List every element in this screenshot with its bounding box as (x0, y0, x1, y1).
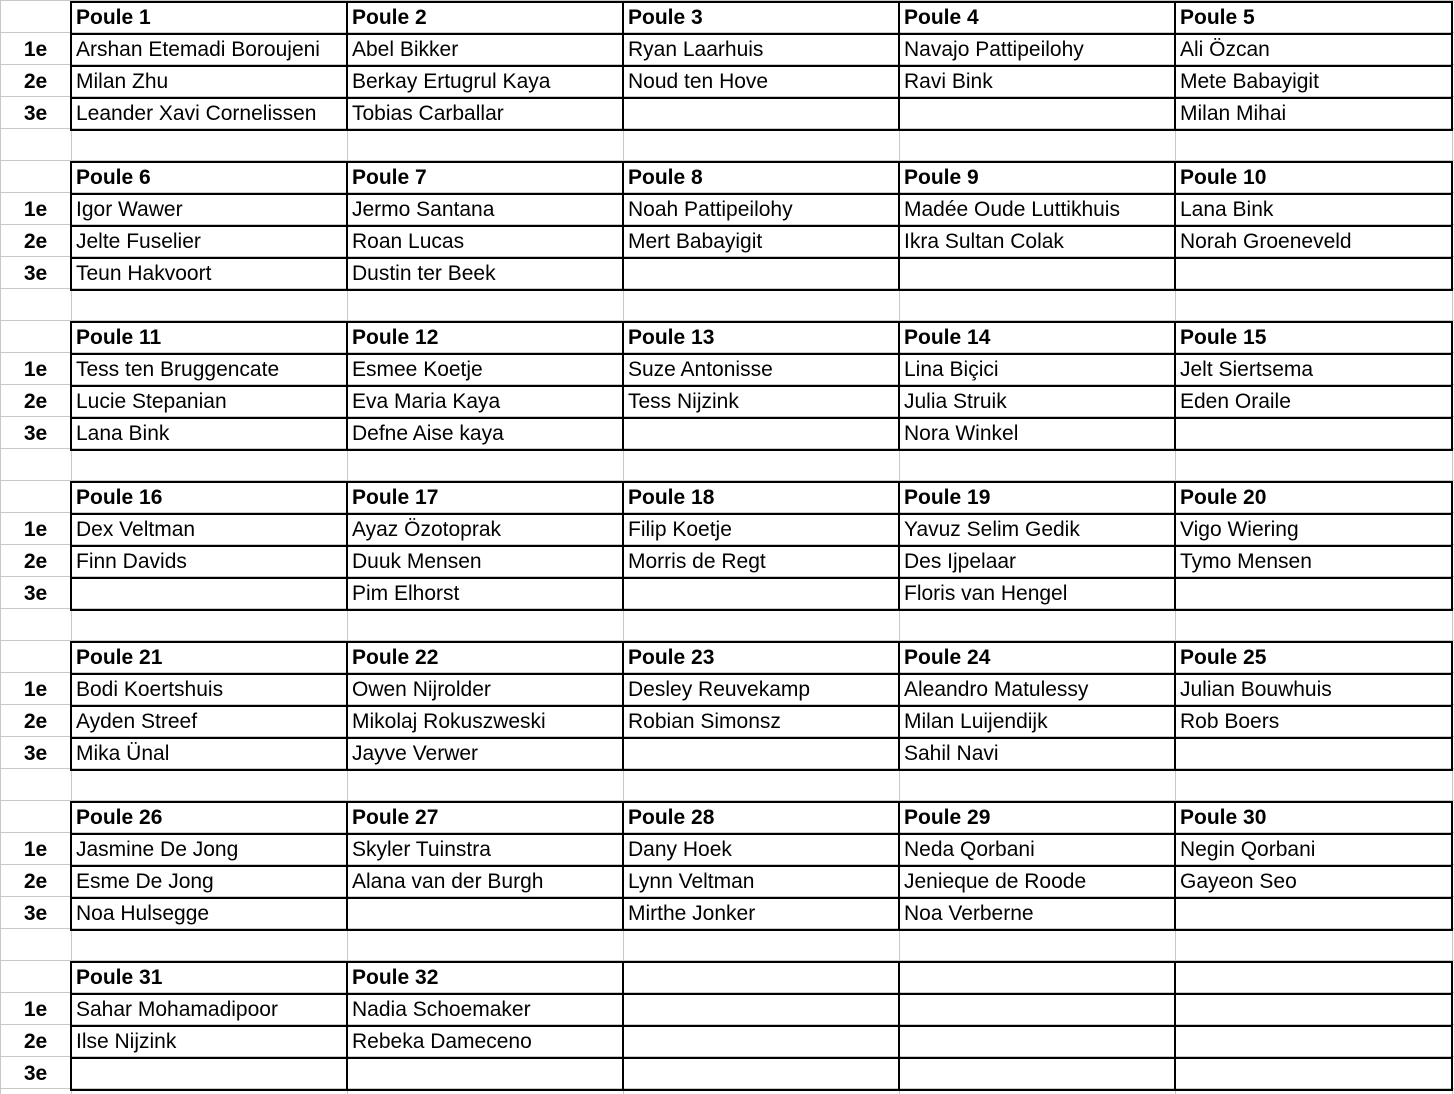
player-name-cell[interactable]: Mikolaj Rokuszweski (352, 710, 546, 733)
player-name-cell[interactable]: Ayden Streef (76, 710, 198, 733)
table-border-line (71, 1, 1453, 3)
player-name-cell[interactable]: Finn Davids (76, 550, 187, 573)
player-name-cell[interactable]: Lana Bink (76, 422, 170, 445)
player-name-cell[interactable]: Negin Qorbani (1180, 838, 1316, 861)
player-name-cell[interactable]: Roan Lucas (352, 230, 465, 253)
player-name-cell[interactable] (899, 1058, 1175, 1090)
player-name-cell[interactable] (1175, 898, 1452, 930)
poule-title-cell[interactable] (623, 962, 899, 994)
poule-title-cell[interactable]: Poule 27 (352, 806, 439, 829)
table-border-column (346, 961, 348, 1091)
table-border-column (70, 801, 72, 931)
poule-title-cell[interactable]: Poule 21 (76, 646, 163, 669)
player-name-cell[interactable]: Dustin ter Beek (352, 262, 496, 285)
table-border-line (71, 225, 1453, 227)
player-name-cell[interactable] (899, 98, 1175, 130)
poule-title-cell[interactable]: Poule 8 (628, 166, 703, 189)
table-border-column (70, 641, 72, 771)
player-name-cell[interactable] (623, 1058, 899, 1090)
rank-label-cell[interactable]: 1e (23, 198, 48, 221)
poule-header-row (0, 642, 1454, 674)
rank-label-cell[interactable]: 2e (23, 550, 48, 573)
player-name-cell[interactable]: Igor Wawer (76, 198, 183, 221)
player-name-cell[interactable]: Mika Ünal (76, 742, 170, 765)
player-name-cell[interactable] (1175, 1058, 1452, 1090)
player-name-cell[interactable]: Gayeon Seo (1180, 870, 1297, 893)
poule-title-cell[interactable]: Poule 26 (76, 806, 163, 829)
player-name-cell[interactable]: Jasmine De Jong (76, 838, 239, 861)
table-border-column (70, 321, 72, 451)
table-border-column (1174, 641, 1176, 771)
poule-header-row (0, 2, 1454, 34)
player-name-cell[interactable] (623, 1026, 899, 1058)
player-name-cell[interactable]: Ayaz Özotoprak (352, 518, 502, 541)
table-border-column (898, 801, 900, 931)
table-border-column (1174, 961, 1176, 1091)
table-border-line (71, 257, 1453, 259)
table-border-line (71, 449, 1453, 451)
player-name-cell[interactable]: Suze Antonisse (628, 358, 773, 381)
player-name-cell[interactable]: Mete Babayigit (1180, 70, 1319, 93)
table-border-column (898, 961, 900, 1091)
player-name-cell[interactable] (1175, 258, 1452, 290)
rank-row (0, 1026, 1454, 1058)
table-border-line (71, 385, 1453, 387)
player-name-cell[interactable] (1175, 1026, 1452, 1058)
table-border-column (346, 161, 348, 291)
player-name-cell[interactable]: Ryan Laarhuis (628, 38, 764, 61)
corner-cell[interactable] (0, 482, 71, 514)
rank-label-cell[interactable]: 3e (23, 102, 48, 125)
table-border-column (1174, 321, 1176, 451)
table-border-line (71, 961, 1453, 963)
rank-label-cell[interactable]: 1e (23, 998, 48, 1021)
table-border-line (71, 929, 1453, 931)
player-name-cell[interactable]: Sahil Navi (904, 742, 999, 765)
player-name-cell[interactable]: Rob Boers (1180, 710, 1280, 733)
player-name-cell[interactable]: Tess Nijzink (628, 390, 739, 413)
table-border-column (346, 641, 348, 771)
player-name-cell[interactable]: Noa Hulsegge (76, 902, 210, 925)
player-name-cell[interactable]: Milan Mihai (1180, 102, 1287, 125)
player-name-cell[interactable]: Lana Bink (1180, 198, 1274, 221)
rank-row (0, 994, 1454, 1026)
player-name-cell[interactable]: Jelte Fuselier (76, 230, 201, 253)
poule-title-cell[interactable]: Poule 24 (904, 646, 991, 669)
player-name-cell[interactable]: Tobias Carballar (352, 102, 504, 125)
poule-header-row (0, 802, 1454, 834)
player-name-cell[interactable]: Duuk Mensen (352, 550, 482, 573)
table-border-line (71, 513, 1453, 515)
rank-label-cell[interactable]: 2e (23, 710, 48, 733)
player-name-cell[interactable]: Mirthe Jonker (628, 902, 756, 925)
player-name-cell[interactable]: Lina Biçici (904, 358, 999, 381)
table-border-column (1451, 801, 1453, 931)
table-border-line (71, 769, 1453, 771)
rank-row (0, 674, 1454, 706)
table-border-column (898, 481, 900, 611)
rank-row (0, 866, 1454, 898)
player-name-cell[interactable] (899, 994, 1175, 1026)
player-name-cell[interactable]: Floris van Hengel (904, 582, 1068, 605)
player-name-cell[interactable] (1175, 418, 1452, 450)
poule-title-cell[interactable]: Poule 30 (1180, 806, 1267, 829)
table-border-line (71, 545, 1453, 547)
poule-header-row (0, 162, 1454, 194)
player-name-cell[interactable] (899, 258, 1175, 290)
table-border-line (71, 353, 1453, 355)
table-border-column (898, 1, 900, 131)
player-name-cell[interactable]: Ikra Sultan Colak (904, 230, 1064, 253)
player-name-cell[interactable]: Dany Hoek (628, 838, 732, 861)
player-name-cell[interactable] (623, 738, 899, 770)
table-border-line (71, 1057, 1453, 1059)
table-border-column (622, 321, 624, 451)
table-border-line (71, 865, 1453, 867)
table-border-line (71, 993, 1453, 995)
player-name-cell[interactable] (899, 1026, 1175, 1058)
poule-title-cell[interactable]: Poule 20 (1180, 486, 1267, 509)
player-name-cell[interactable]: Filip Koetje (628, 518, 732, 541)
player-name-cell[interactable]: Eden Oraile (1180, 390, 1291, 413)
player-name-cell[interactable]: Morris de Regt (628, 550, 766, 573)
poule-title-cell[interactable]: Poule 5 (1180, 6, 1255, 29)
poule-title-cell[interactable]: Poule 7 (352, 166, 427, 189)
player-name-cell[interactable]: Noud ten Hove (628, 70, 769, 93)
player-name-cell[interactable]: Milan Luijendijk (904, 710, 1048, 733)
poule-header-row (0, 482, 1454, 514)
player-name-cell[interactable]: Jermo Santana (352, 198, 495, 221)
rank-row (0, 98, 1454, 130)
table-border-column (622, 481, 624, 611)
player-name-cell[interactable]: Desley Reuvekamp (628, 678, 811, 701)
table-border-line (71, 897, 1453, 899)
player-name-cell[interactable]: Tymo Mensen (1180, 550, 1312, 573)
corner-cell[interactable] (0, 162, 71, 194)
rank-row (0, 354, 1454, 386)
table-border-column (622, 801, 624, 931)
rank-row (0, 418, 1454, 450)
player-name-cell[interactable]: Yavuz Selim Gedik (904, 518, 1080, 541)
table-border-line (71, 289, 1453, 291)
table-border-column (1174, 801, 1176, 931)
poule-title-cell[interactable]: Poule 18 (628, 486, 715, 509)
player-name-cell[interactable] (623, 258, 899, 290)
poule-title-cell[interactable]: Poule 11 (76, 326, 162, 349)
player-name-cell[interactable]: Ravi Bink (904, 70, 993, 93)
player-name-cell[interactable]: Tess ten Bruggencate (76, 358, 280, 381)
player-name-cell[interactable]: Noa Verberne (904, 902, 1034, 925)
player-name-cell[interactable]: Des Ijpelaar (904, 550, 1017, 573)
player-name-cell[interactable]: Sahar Mohamadipoor (76, 998, 278, 1021)
table-border-column (1451, 1, 1453, 131)
poule-title-cell[interactable]: Poule 28 (628, 806, 715, 829)
rank-row (0, 226, 1454, 258)
rank-row (0, 386, 1454, 418)
player-name-cell[interactable]: Jayve Verwer (352, 742, 479, 765)
poule-title-cell[interactable]: Poule 12 (352, 326, 439, 349)
rank-label-cell[interactable]: 2e (23, 870, 48, 893)
table-border-column (1451, 641, 1453, 771)
corner-cell[interactable] (0, 802, 71, 834)
table-border-column (1174, 161, 1176, 291)
table-border-column (622, 161, 624, 291)
rank-label-cell[interactable]: 3e (23, 902, 48, 925)
player-name-cell[interactable]: Esme De Jong (76, 870, 214, 893)
poule-header-row (0, 322, 1454, 354)
poule-title-cell[interactable]: Poule 15 (1180, 326, 1267, 349)
player-name-cell[interactable]: Lynn Veltman (628, 870, 755, 893)
rank-label-cell[interactable]: 2e (23, 70, 48, 93)
poule-title-cell[interactable]: Poule 25 (1180, 646, 1267, 669)
table-border-line (71, 673, 1453, 675)
table-border-line (71, 641, 1453, 643)
rank-label-cell[interactable]: 1e (23, 678, 48, 701)
table-border-column (622, 961, 624, 1091)
rank-row (0, 514, 1454, 546)
player-name-cell[interactable]: Julia Struik (904, 390, 1007, 413)
table-border-line (71, 737, 1453, 739)
poule-title-cell[interactable]: Poule 2 (352, 6, 427, 29)
player-name-cell[interactable]: Lucie Stepanian (76, 390, 227, 413)
poule-title-cell[interactable]: Poule 22 (352, 646, 439, 669)
player-name-cell[interactable]: Mert Babayigit (628, 230, 763, 253)
poule-title-cell[interactable] (1175, 962, 1452, 994)
rank-label-cell[interactable]: 1e (23, 358, 48, 381)
table-border-line (71, 705, 1453, 707)
rank-row (0, 194, 1454, 226)
player-name-cell[interactable]: Abel Bikker (352, 38, 459, 61)
poule-title-cell[interactable]: Poule 31 (76, 966, 163, 989)
player-name-cell[interactable]: Jenieque de Roode (904, 870, 1087, 893)
rank-label-cell[interactable]: 2e (23, 230, 48, 253)
player-name-cell[interactable] (623, 994, 899, 1026)
player-name-cell[interactable]: Julian Bouwhuis (1180, 678, 1332, 701)
table-border-column (346, 321, 348, 451)
table-border-line (71, 321, 1453, 323)
player-name-cell[interactable]: Teun Hakvoort (76, 262, 212, 285)
player-name-cell[interactable]: Milan Zhu (76, 70, 169, 93)
rank-label-cell[interactable]: 1e (23, 838, 48, 861)
table-border-column (622, 1, 624, 131)
player-name-cell[interactable]: Pim Elhorst (352, 582, 460, 605)
rank-row (0, 258, 1454, 290)
rank-label-cell[interactable]: 3e (23, 582, 48, 605)
rank-row (0, 1058, 1454, 1090)
rank-label-cell[interactable]: 1e (23, 518, 48, 541)
player-name-cell[interactable]: Alana van der Burgh (352, 870, 544, 893)
player-name-cell[interactable]: Eva Maria Kaya (352, 390, 501, 413)
table-border-column (1451, 321, 1453, 451)
table-border-column (346, 481, 348, 611)
poule-title-cell[interactable]: Poule 1 (76, 6, 151, 29)
table-border-line (71, 1089, 1453, 1091)
poule-title-cell[interactable]: Poule 23 (628, 646, 715, 669)
player-name-cell[interactable]: Bodi Koertshuis (76, 678, 224, 701)
table-border-line (71, 833, 1453, 835)
player-name-cell[interactable]: Ali Özcan (1180, 38, 1270, 61)
table-border-column (898, 321, 900, 451)
rank-row (0, 66, 1454, 98)
player-name-cell[interactable]: Jelt Siertsema (1180, 358, 1314, 381)
table-border-column (70, 961, 72, 1091)
poule-title-cell[interactable]: Poule 29 (904, 806, 991, 829)
player-name-cell[interactable]: Berkay Ertugrul Kaya (352, 70, 551, 93)
player-name-cell[interactable]: Leander Xavi Cornelissen (76, 102, 317, 125)
rank-label-cell[interactable]: 3e (23, 422, 48, 445)
player-name-cell[interactable] (1175, 738, 1452, 770)
player-name-cell[interactable] (71, 578, 347, 610)
poule-title-cell[interactable]: Poule 4 (904, 6, 979, 29)
table-border-column (1451, 481, 1453, 611)
rank-label-cell[interactable]: 3e (23, 262, 48, 285)
player-name-cell[interactable]: Ilse Nijzink (76, 1030, 177, 1053)
player-name-cell[interactable] (623, 578, 899, 610)
player-name-cell[interactable] (71, 1058, 347, 1090)
rank-row (0, 546, 1454, 578)
poule-title-cell[interactable]: Poule 14 (904, 326, 991, 349)
corner-cell[interactable] (0, 962, 71, 994)
player-name-cell[interactable]: Norah Groeneveld (1180, 230, 1352, 253)
table-border-column (70, 481, 72, 611)
table-border-line (71, 65, 1453, 67)
player-name-cell[interactable]: Arshan Etemadi Boroujeni (76, 38, 320, 61)
player-name-cell[interactable]: Rebeka Dameceno (352, 1030, 532, 1053)
corner-cell[interactable] (0, 2, 71, 34)
table-border-line (71, 193, 1453, 195)
player-name-cell[interactable]: Esmee Koetje (352, 358, 483, 381)
player-name-cell[interactable]: Aleandro Matulessy (904, 678, 1089, 701)
table-border-line (71, 801, 1453, 803)
rank-label-cell[interactable]: 2e (23, 390, 48, 413)
player-name-cell[interactable]: Navajo Pattipeilohy (904, 38, 1084, 61)
table-border-line (71, 129, 1453, 131)
rank-label-cell[interactable]: 1e (23, 38, 48, 61)
poule-title-cell[interactable]: Poule 10 (1180, 166, 1267, 189)
corner-cell[interactable] (0, 322, 71, 354)
player-name-cell[interactable]: Vigo Wiering (1180, 518, 1299, 541)
table-border-line (71, 577, 1453, 579)
player-name-cell[interactable] (623, 98, 899, 130)
table-border-line (71, 609, 1453, 611)
table-border-line (71, 161, 1453, 163)
table-border-column (1451, 961, 1453, 1091)
poule-title-cell[interactable]: Poule 17 (352, 486, 439, 509)
table-border-line (71, 97, 1453, 99)
table-border-line (71, 417, 1453, 419)
table-border-line (71, 1025, 1453, 1027)
poule-title-cell[interactable]: Poule 9 (904, 166, 979, 189)
table-border-column (1451, 161, 1453, 291)
poule-title-cell[interactable] (899, 962, 1175, 994)
rank-row (0, 34, 1454, 66)
rank-row (0, 898, 1454, 930)
player-name-cell[interactable] (1175, 994, 1452, 1026)
table-border-column (346, 1, 348, 131)
table-border-line (71, 481, 1453, 483)
table-border-column (1174, 481, 1176, 611)
table-border-column (70, 161, 72, 291)
player-name-cell[interactable] (347, 898, 623, 930)
table-border-column (898, 161, 900, 291)
corner-cell[interactable] (0, 642, 71, 674)
rank-label-cell[interactable]: 3e (23, 1062, 48, 1085)
rank-row (0, 706, 1454, 738)
player-name-cell[interactable]: Owen Nijrolder (352, 678, 491, 701)
table-border-line (71, 33, 1453, 35)
table-border-column (1174, 1, 1176, 131)
rank-row (0, 834, 1454, 866)
poule-title-cell[interactable]: Poule 16 (76, 486, 163, 509)
player-name-cell[interactable]: Defne Aise kaya (352, 422, 504, 445)
player-name-cell[interactable] (623, 418, 899, 450)
rank-label-cell[interactable]: 2e (23, 1030, 48, 1053)
poule-title-cell[interactable]: Poule 3 (628, 6, 703, 29)
player-name-cell[interactable]: Skyler Tuinstra (352, 838, 491, 861)
player-name-cell[interactable]: Robian Simonsz (628, 710, 781, 733)
player-name-cell[interactable]: Noah Pattipeilohy (628, 198, 793, 221)
player-name-cell[interactable] (1175, 578, 1452, 610)
table-border-column (346, 801, 348, 931)
player-name-cell[interactable]: Nadia Schoemaker (352, 998, 531, 1021)
rank-label-cell[interactable]: 3e (23, 742, 48, 765)
poule-title-cell[interactable]: Poule 19 (904, 486, 991, 509)
player-name-cell[interactable]: Madée Oude Luttikhuis (904, 198, 1120, 221)
table-border-column (898, 641, 900, 771)
player-name-cell[interactable] (347, 1058, 623, 1090)
player-name-cell[interactable]: Dex Veltman (76, 518, 196, 541)
player-name-cell[interactable]: Nora Winkel (904, 422, 1019, 445)
table-border-column (70, 1, 72, 131)
poule-header-row (0, 962, 1454, 994)
player-name-cell[interactable]: Neda Qorbani (904, 838, 1035, 861)
poule-title-cell[interactable]: Poule 13 (628, 326, 715, 349)
poule-title-cell[interactable]: Poule 6 (76, 166, 151, 189)
poule-title-cell[interactable]: Poule 32 (352, 966, 439, 989)
rank-row (0, 738, 1454, 770)
rank-row (0, 578, 1454, 610)
table-border-column (622, 641, 624, 771)
